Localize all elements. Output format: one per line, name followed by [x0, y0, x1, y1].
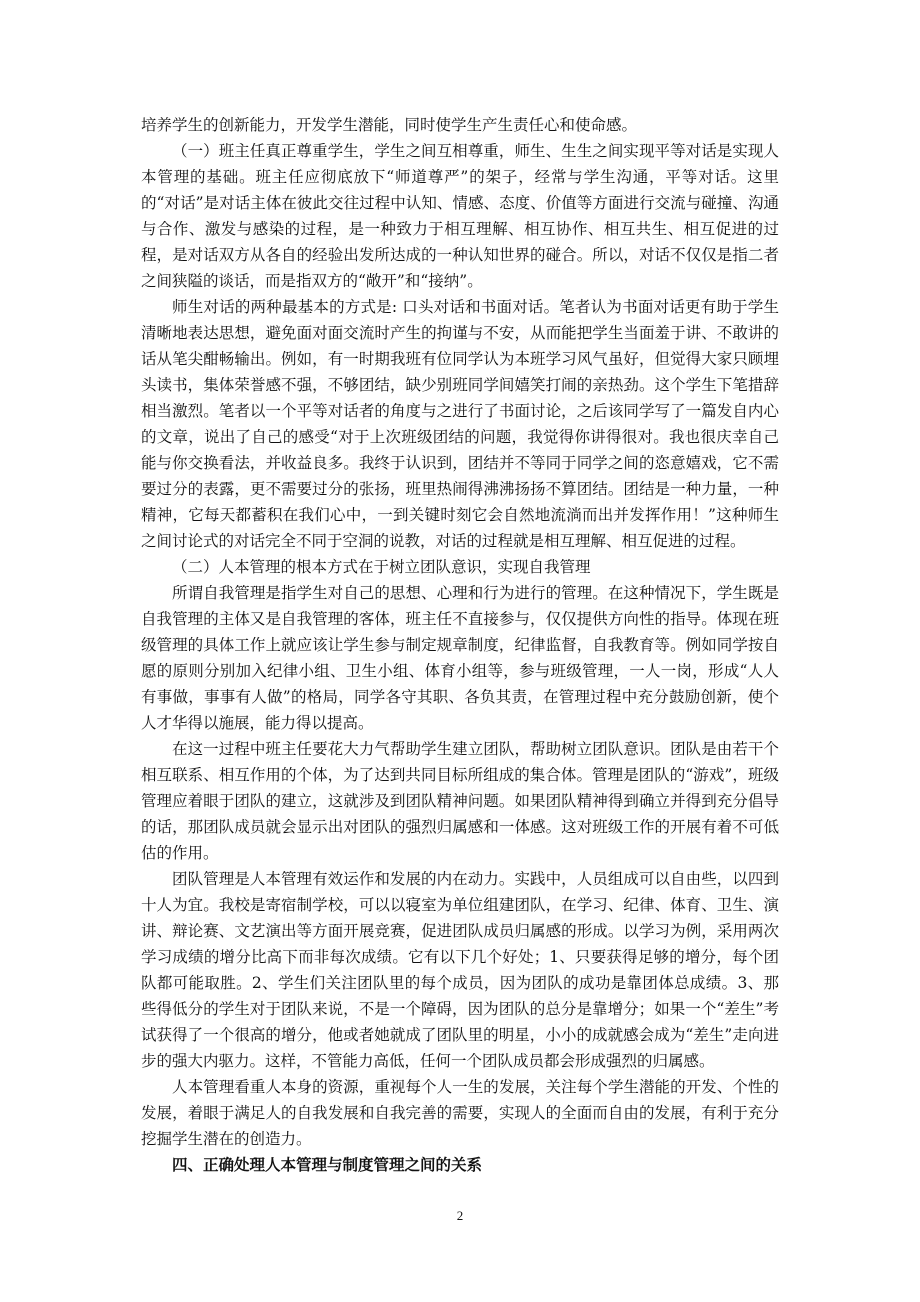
section-heading-team-awareness: （二）人本管理的根本方式在于树立团队意识，实现自我管理	[172, 558, 591, 576]
page-number: 2	[456, 1208, 464, 1223]
paragraph-team-management: 团队管理是人本管理有效运作和发展的内在动力。实践中，人员组成可以自由些，以四到十人为宜。我校是寄宿制学校，可以以寝室为单位组建团队，在学习、纪律、体育、卫生、演讲、辩论赛、文艺演出等方面开展竞赛，促进团队成员归属感的形成。以学习为例，采用两次学习成绩的增分比高下而非每次成绩。它有以下几个好处；1、只要获得足够的增分，每个团队都可能取胜。2、学生们关注团队里的每个成员，因为团队的成功是靠团体总成绩。3、那些得低分的学生对于团队来说，不是一个障碍，因为团队的总分是靠增分；如果一个“差生”考试获得了一个很高的增分，他或者她就成了团队里的明星，小小的成就感会成为“差生”走向进步的强大内驱力。这样，不管能力高低，任何一个团队成员都会形成强烈的归属感。	[141, 870, 779, 1070]
paragraph-dialogue-methods: 师生对话的两种最基本的方式是: 口头对话和书面对话。笔者认为书面对话更有助于学生清晰地表达思想，避免面对面交流时产生的拘谨与不安，从而能把学生当面羞于讲、不敢讲的话从笔尖酣畅输出。例如，有一时期我班有位同学认为本班学习风气虽好，但觉得大家只顾埋头读书，集体荣誉感不强，不够团结，缺少别班同学间嬉笑打闹的亲热劲。这个学生下笔措辞相当激烈。笔者以一个平等对话者的角度与之进行了书面讨论，之后该同学写了一篇发自内心的文章，说出了自己的感受“对于上次班级团结的问题，我觉得你讲得很对。我也很庆幸自己能与你交换看法，并收益良多。我终于认识到，团结并不等同于同学之间的恣意嬉戏，它不需要过分的表露，更不需要过分的张扬，班里热闹得沸沸扬扬不算团结。团结是一种力量，一种精神，它每天都蓄积在我们心中，一到关键时刻它会自然地流淌而出并发挥作用！”这种师生之间讨论式的对话完全不同于空洞的说教，对话的过程就是相互理解、相互促进的过程。	[141, 298, 779, 550]
document-body	[141, 112, 779, 1178]
paragraph-human-resources: 人本管理看重人本身的资源，重视每个人一生的发展，关注每个学生潜能的开发、个性的发展，着眼于满足人的自我发展和自我完善的需要，实现人的全面而自由的发展，有利于充分挖掘学生潜在的创造力。	[141, 1078, 779, 1148]
section-heading-relationship: 四、正确处理人本管理与制度管理之间的关系	[172, 1155, 483, 1174]
paragraph-self-management: 所谓自我管理是指学生对自己的思想、心理和行为进行的管理。在这种情况下，学生既是自我管理的主体又是自我管理的客体，班主任不直接参与，仅仅提供方向性的指导。体现在班级管理的具体工作上就应该让学生参与制定规章制度，纪律监督，自我教育等。例如同学按自愿的原则分别加入纪律小组、卫生小组、体育小组等，参与班级管理，一人一岗，形成“人人有事做，事事有人做”的格局，同学各守其职、各负其责，在管理过程中充分鼓励创新，使个人才华得以施展，能力得以提高。	[141, 584, 779, 732]
paragraph-respect-dialogue: （一）班主任真正尊重学生，学生之间互相尊重，师生、生生之间实现平等对话是实现人本管理的基础。班主任应彻底放下“师道尊严”的架子，经常与学生沟通，平等对话。这里的“对话”是对话主体在彼此交往过程中认知、情感、态度、价值等方面进行交流与碰撞、沟通与合作、激发与感染的过程，是一种致力于相互理解、相互协作、相互共生、相互促进的过程，是对话双方从各自的经验出发所达成的一种认知世界的碰合。所以，对话不仅仅是指二者之间狭隘的谈话，而是指双方的“敞开”和“接纳”。	[141, 142, 779, 290]
paragraph-continuation: 培养学生的创新能力，开发学生潜能，同时使学生产生责任心和使命感。	[141, 116, 638, 134]
paragraph-team-building: 在这一过程中班主任要花大力气帮助学生建立团队，帮助树立团队意识。团队是由若干个相互联系、相互作用的个体，为了达到共同目标所组成的集合体。管理是团队的“游戏”，班级管理应着眼于团队的建立，这就涉及到团队精神问题。如果团队精神得到确立并得到充分倡导的话，那团队成员就会显示出对团队的强烈归属感和一体感。这对班级工作的开展有着不可低估的作用。	[141, 740, 779, 862]
